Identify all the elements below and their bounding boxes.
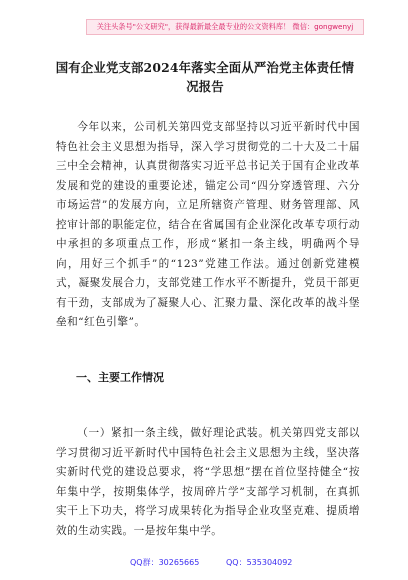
qq-contact-number: QQ：535304092 xyxy=(226,558,293,567)
section-heading: 一、主要工作情况 xyxy=(76,371,164,384)
document-title: 国有企业党支部2024年落实全面从严治党主体责任情况报告 xyxy=(55,60,355,94)
promo-banner: 关注头条号"公文研究"，获得最新最全最专业的公文资料库！ 微信：gongwenyj xyxy=(86,19,364,35)
qq-group-number: QQ群：30265665 xyxy=(130,558,200,567)
intro-paragraph: 今年以来，公司机关第四党支部坚持以习近平新时代中国特色社会主义思想为指导，深入学习贯彻党的二十大及二十届三中全会精神，认真贯彻落实习近平总书记关于国有企业改革发展和党的建设的重要论述，锚定公司“四分穿透管理、六分市场运营”的发展方向，立足所辖资产管理、财务管理部、风控审计部的职能定位，结合在省属国有企业深化改革专项行动中承担的多项重点工作，形成“紧扣一条主线，明确两个导向，用好三个抓手”的“123”党建工作法。通过创新党建模式，凝聚发展合力，支部党建工作水平不断提升，党员干部更有干劲，支部成为了凝聚人心、汇聚力量、深化改革的战斗堡垒和“红色引擎”。 xyxy=(56,121,360,328)
contact-footer xyxy=(0,556,408,570)
section-paragraph: （一）紧扣一条主线，做好理论武装。机关第四党支部以学习贯彻习近平新时代中国特色社会主义思想为主线，坚决落实新时代党的建设总要求，将“学思想”摆在首位坚持健全“按年集中学，按期集体学，按周碎片学”支部学习机制，在真抓实干上下功夫，将学习成果转化为指导企业攻坚克难、提质增效的生动实践。一是按年集中学。 xyxy=(56,427,360,537)
